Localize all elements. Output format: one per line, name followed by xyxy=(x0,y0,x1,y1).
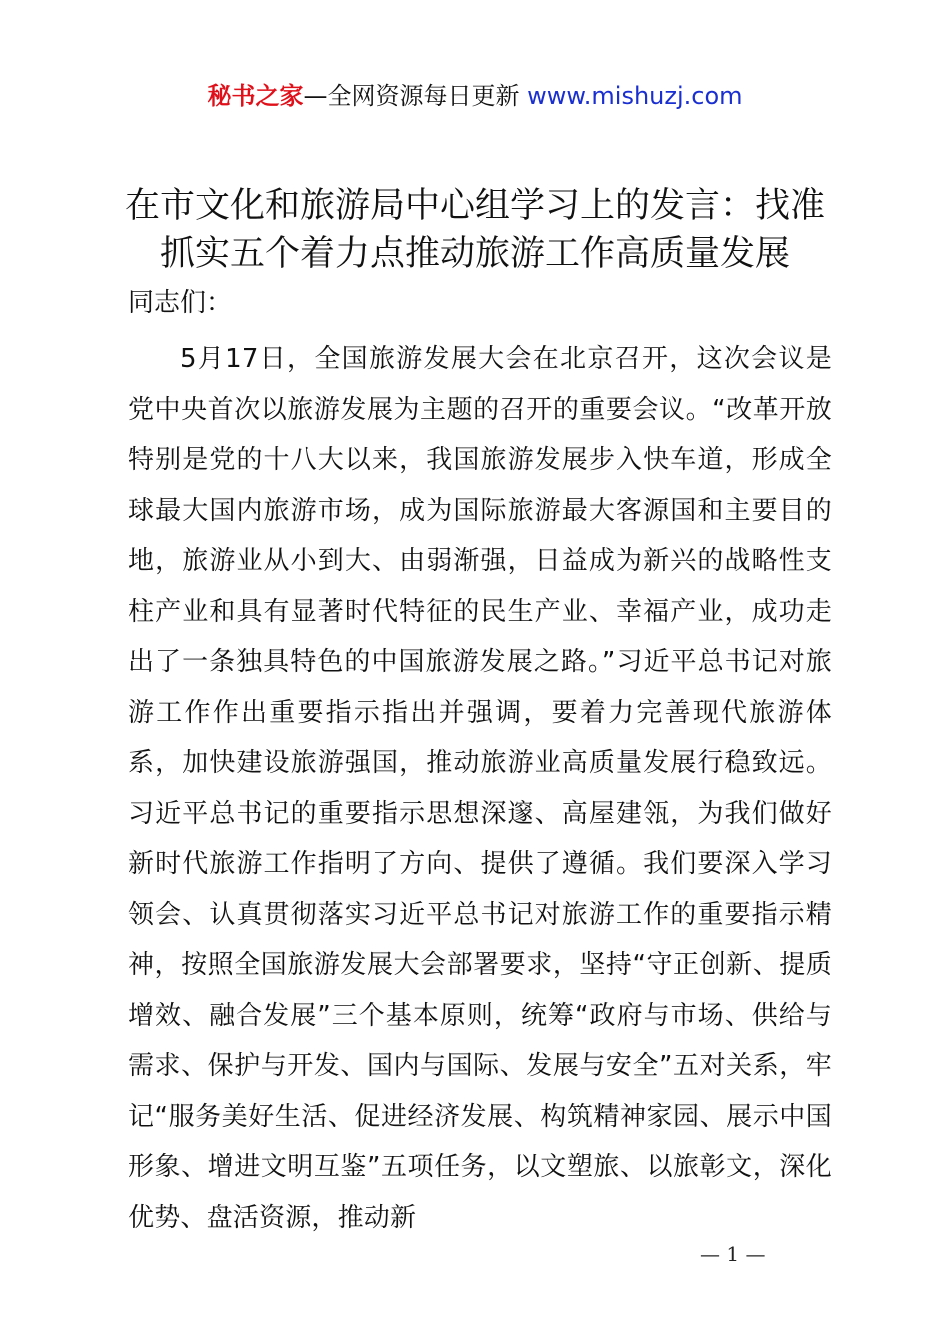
salutation: 同志们： xyxy=(128,288,233,318)
body-paragraph: 5月17日，全国旅游发展大会在北京召开，这次会议是党中央首次以旅游发展为主题的召开的重要会议。“改革开放特别是党的十八大以来，我国旅游发展步入快车道，形成全球最大国内旅游市场，成为国际旅游最大客源国和主要目的地，旅游业从小到大、由弱渐强，日益成为新兴的战略性支柱产业和具有显著时代特征的民生产业、幸福产业，成功走出了一条独具特色的中国旅游发展之路。”习近平总书记对旅游工作作出重要指示指出并强调，要着力完善现代旅游体系，加快建设旅游强国，推动旅游业高质量发展行稳致远。习近平总书记的重要指示思想深邃、高屋建瓴，为我们做好新时代旅游工作指明了方向、提供了遵循。我们要深入学习领会、认真贯彻落实习近平总书记对旅游工作的重要指示精神，按照全国旅游发展大会部署要求，坚持“守正创新、提质增效、融合发展”三个基本原则，统筹“政府与市场、供给与需求、保护与开发、国内与国际、发展与安全”五对关系，牢记“服务美好生活、促进经济发展、构筑精神家园、展示中国形象、增进文明互鉴”五项任务，以文塑旅、以旅彰文，深化优势、盘活资源，推动新 xyxy=(128,344,832,1233)
document-title: 在市文化和旅游局中心组学习上的发言：找准抓实五个着力点推动旅游工作高质量发展 xyxy=(124,186,825,274)
site-brand: 秘书之家 xyxy=(207,82,304,110)
page-number: — 1 — xyxy=(700,1242,766,1266)
site-slogan: —全网资源每日更新 xyxy=(303,82,528,110)
site-header xyxy=(0,80,950,112)
site-url-link[interactable]: www.mishuzj.com xyxy=(527,82,743,110)
